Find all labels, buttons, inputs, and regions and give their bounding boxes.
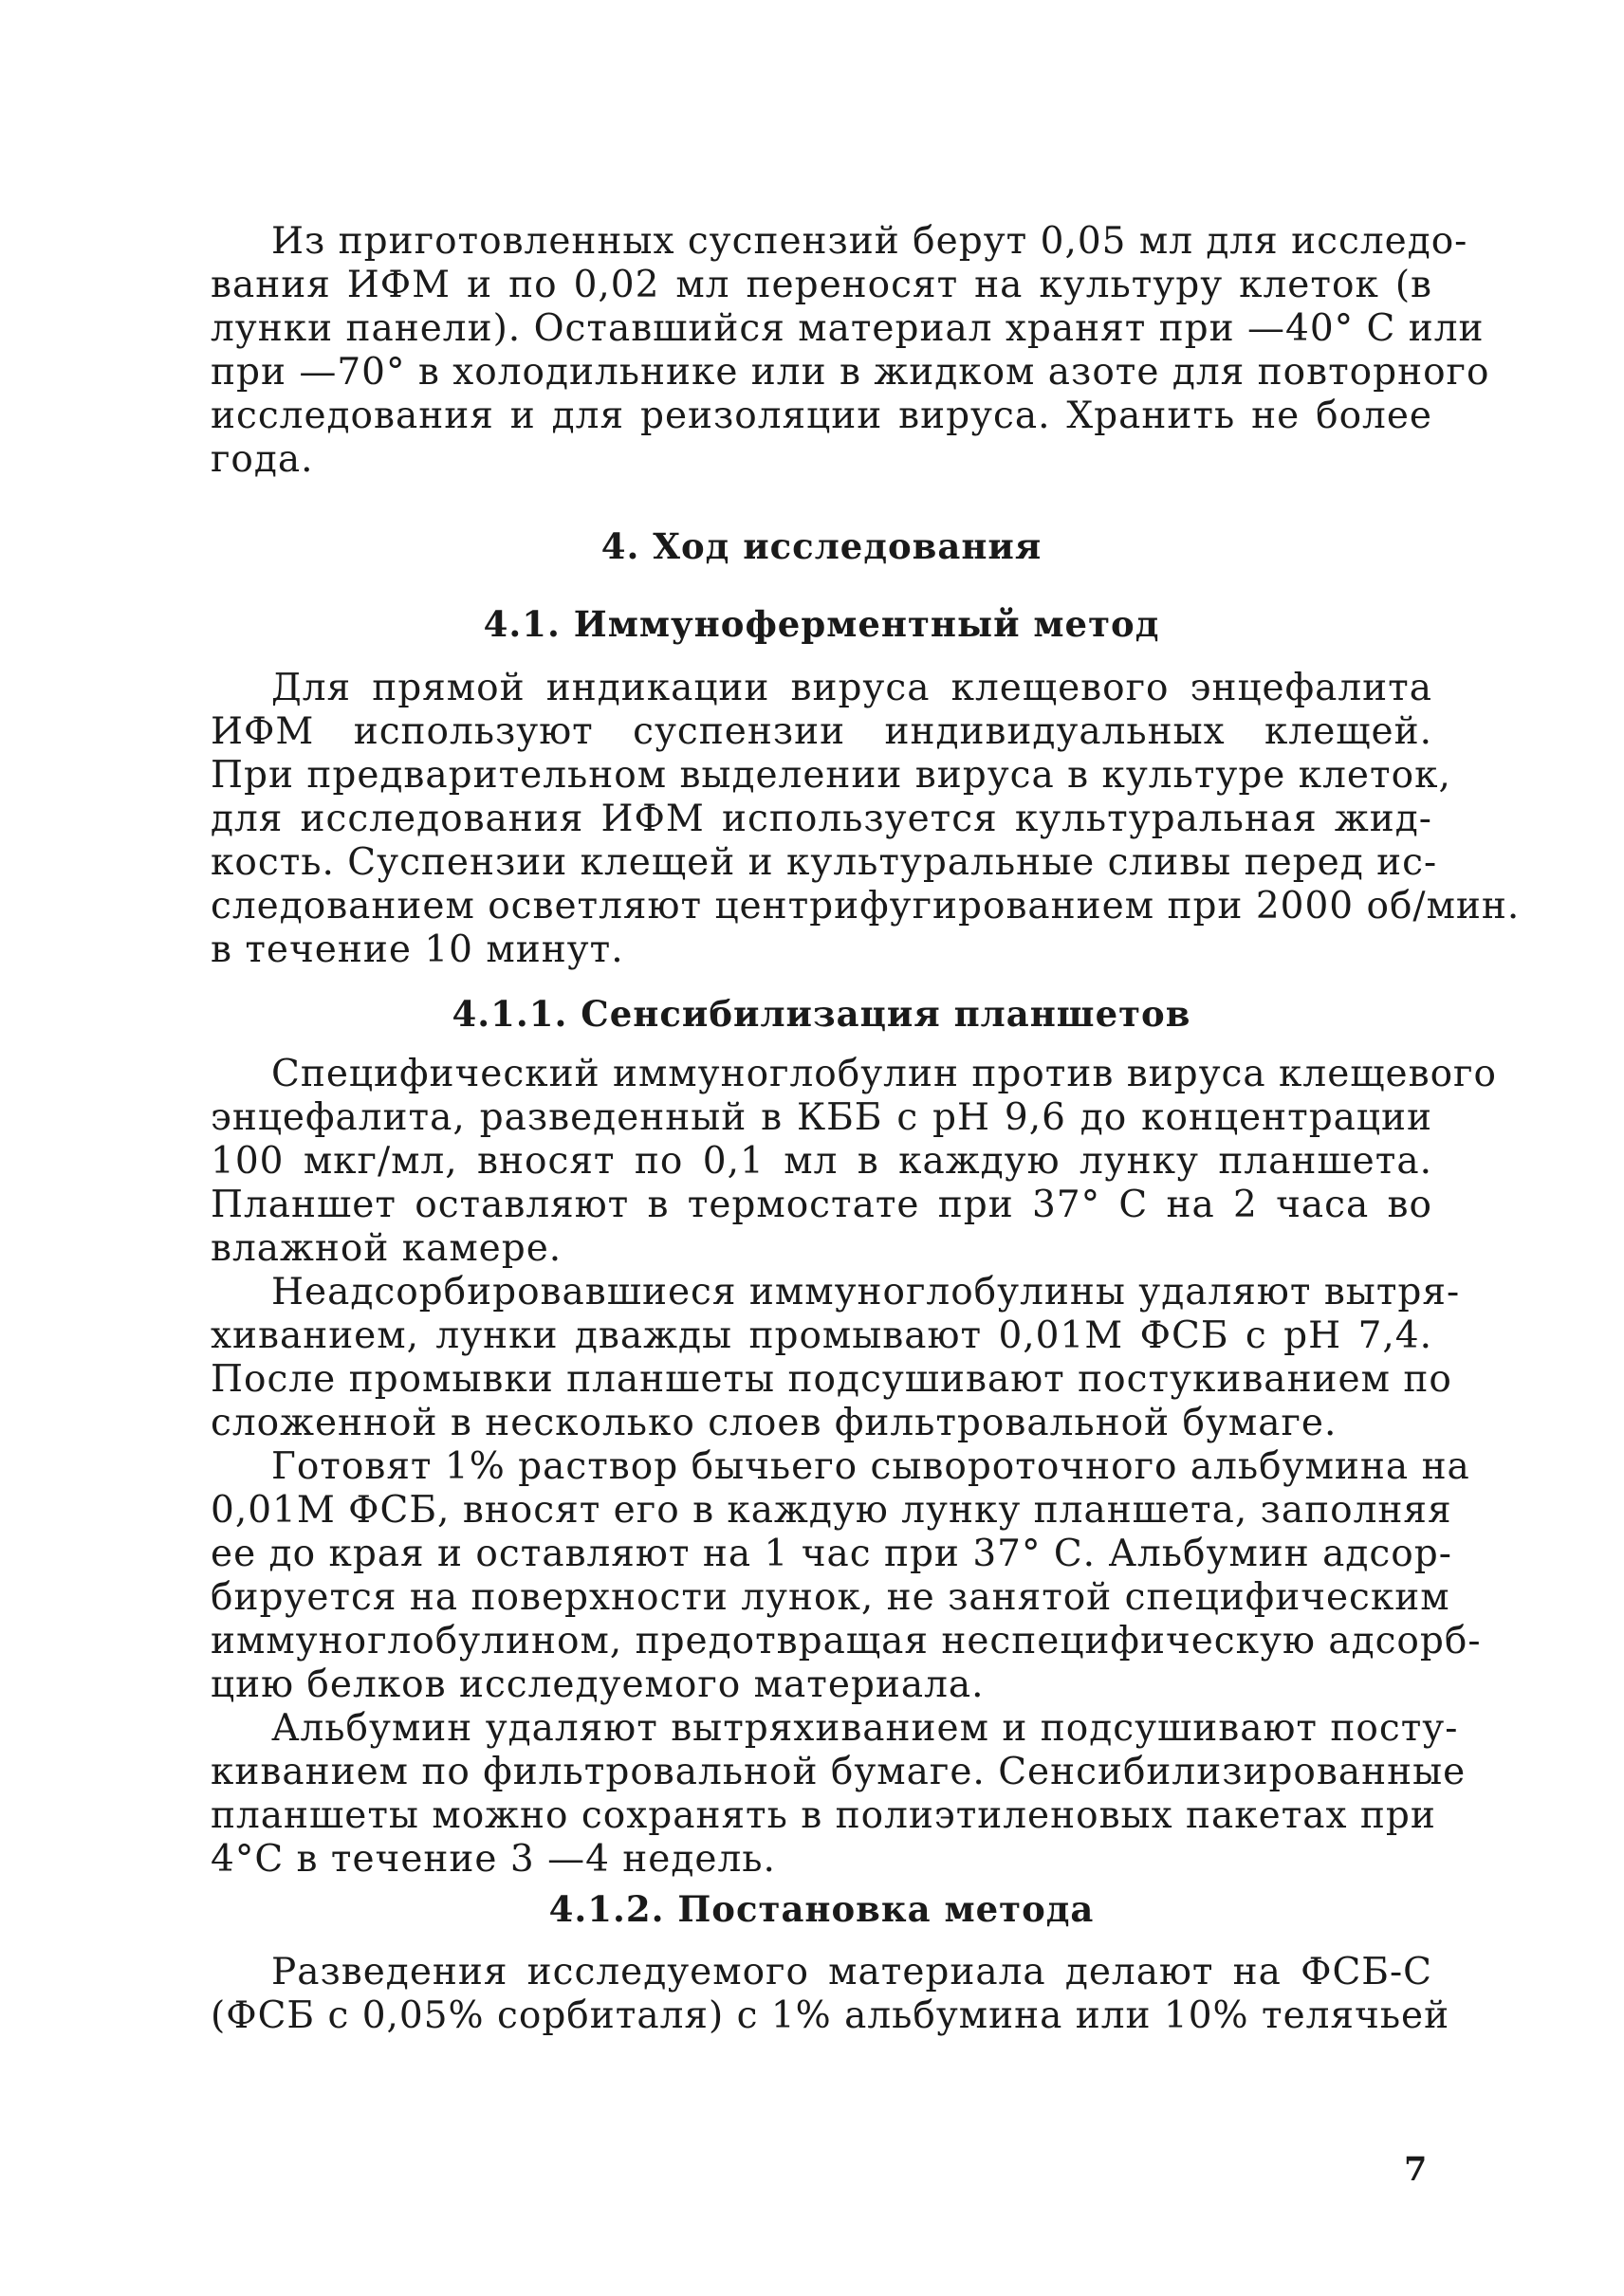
paragraph-line: После промывки планшеты подсушивают постукиванием по xyxy=(211,1358,1452,1401)
paragraph-line: цию белков исследуемого материала. xyxy=(211,1663,985,1706)
section-4-1-1-paragraph-3 xyxy=(211,1445,1482,1707)
paragraph-line: при —70° в холодильнике или в жидком азоте для повторного xyxy=(211,351,1490,394)
paragraph-line: Из приготовленных суспензий берут 0,05 мл для исследо- xyxy=(271,220,1468,263)
section-4-1-1-paragraph-4 xyxy=(211,1707,1467,1882)
section-4-1-1-paragraph-1 xyxy=(211,1053,1497,1271)
paragraph-line: Альбумин удаляют вытряхиванием и подсушивают посту- xyxy=(271,1707,1459,1750)
paragraph-line: энцефалита, разведенный в КББ с pH 9,6 до концентрации xyxy=(211,1096,1432,1139)
paragraph-line: сложенной в несколько слоев фильтровальной бумаге. xyxy=(211,1402,1338,1444)
paragraph-line: Разведения исследуемого материала делают на ФСБ-С xyxy=(271,1951,1432,1993)
paragraph-line: ИФМ используют суспензии индивидуальных клещей. xyxy=(211,710,1432,753)
paragraph-line: (ФСБ с 0,05% сорбиталя) с 1% альбумина или 10% телячьей xyxy=(211,1994,1450,2037)
page-number: 7 xyxy=(1404,2150,1428,2189)
paragraph-line: Готовят 1% раствор бычьего сывороточного альбумина на xyxy=(271,1445,1470,1488)
paragraph-line: года. xyxy=(211,438,314,481)
paragraph-line: Планшет оставляют в термостате при 37° С на 2 часа во xyxy=(211,1184,1432,1226)
paragraph-line: следованием осветляют центрифугированием при 2000 об/мин. xyxy=(211,885,1521,928)
paragraph-line: 0,01М ФСБ, вносят его в каждую лунку планшета, заполняя xyxy=(211,1489,1452,1532)
section-4-1-1-paragraph-2 xyxy=(211,1271,1461,1445)
paragraph-line: влажной камере. xyxy=(211,1227,563,1270)
paragraph-line: иммуноглобулином, предотвращая неспецифическую адсорб- xyxy=(211,1620,1482,1662)
section-heading-4-1-1: 4.1.1. Сенсибилизация планшетов xyxy=(452,993,1191,1035)
section-heading-4-1: 4.1. Иммуноферментный метод xyxy=(483,603,1160,645)
paragraph-line: При предварительном выделении вируса в культуре клеток, xyxy=(211,754,1451,797)
paragraph-line: кость. Суспензии клещей и культуральные сливы перед ис- xyxy=(211,841,1438,884)
paragraph-line: хиванием, лунки дважды промывают 0,01М ФСБ с pH 7,4. xyxy=(211,1314,1432,1357)
paragraph-line: 4°С в течение 3 —4 недель. xyxy=(211,1838,776,1881)
paragraph-line: бируется на поверхности лунок, не занятой специфическим xyxy=(211,1576,1450,1619)
paragraph-line: Для прямой индикации вируса клещевого энцефалита xyxy=(271,667,1432,709)
section-4-1-2-paragraph xyxy=(211,1951,1450,2038)
paragraph-line: планшеты можно сохранять в полиэтиленовых пакетах при xyxy=(211,1794,1436,1837)
paragraph-line: исследования и для реизоляции вируса. Хранить не более xyxy=(211,395,1432,437)
paragraph-line: 100 мкг/мл, вносят по 0,1 мл в каждую лунку планшета. xyxy=(211,1140,1432,1183)
paragraph-line: лунки панели). Оставшийся материал хранят при —40° С или xyxy=(211,307,1485,350)
section-4-1-paragraph xyxy=(211,667,1521,972)
paragraph-line: ее до края и оставляют на 1 час при 37° С. Альбумин адсор- xyxy=(211,1533,1452,1575)
paragraph-line: вания ИФМ и по 0,02 мл переносят на культуру клеток (в xyxy=(211,264,1432,306)
intro-paragraph xyxy=(211,220,1490,482)
paragraph-line: Неадсорбировавшиеся иммуноглобулины удаляют вытря- xyxy=(271,1271,1461,1313)
paragraph-line: в течение 10 минут. xyxy=(211,928,624,971)
paragraph-line: Специфический иммуноглобулин против вируса клещевого xyxy=(271,1053,1497,1095)
section-heading-4-1-2: 4.1.2. Постановка метода xyxy=(548,1888,1095,1930)
paragraph-line: киванием по фильтровальной бумаге. Сенсибилизированные xyxy=(211,1751,1467,1793)
section-heading-4: 4. Ход исследования xyxy=(600,525,1043,567)
paragraph-line: для исследования ИФМ используется культуральная жид- xyxy=(211,798,1432,840)
